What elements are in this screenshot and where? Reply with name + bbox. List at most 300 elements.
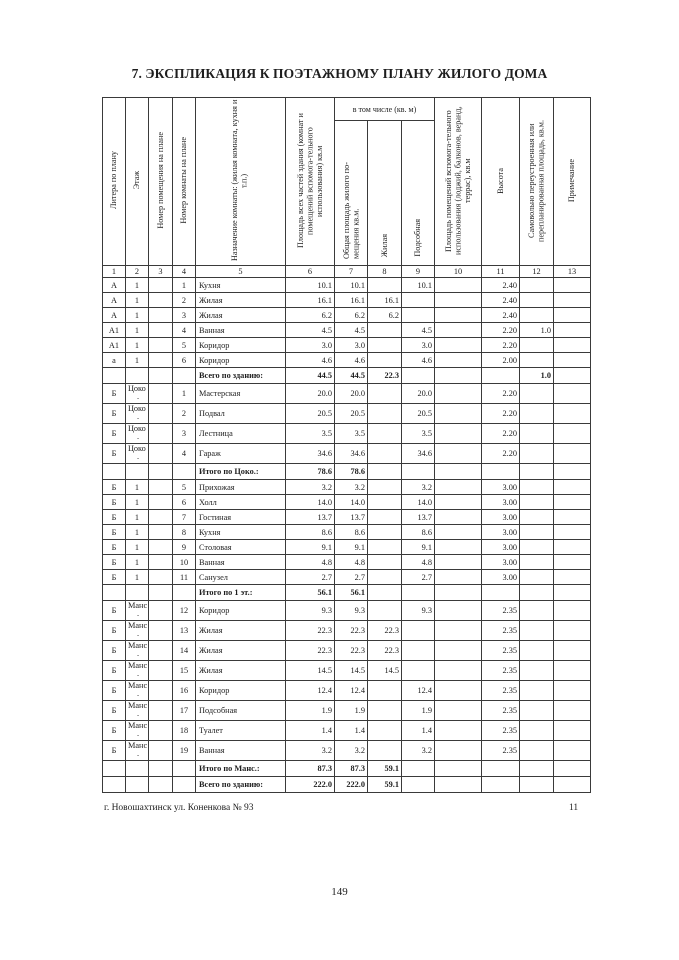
premise-number-cell <box>149 555 173 570</box>
header-aux-area: Площадь помещений вспомога-тельного использования (лоджий, балконов, веранд, террас), кв.м <box>435 98 482 266</box>
common-area-cell: 3.2 <box>335 480 368 495</box>
table-row <box>103 510 591 525</box>
room-name-cell: Итого по Цоко.: <box>196 464 286 480</box>
total-area-cell: 8.6 <box>286 525 335 540</box>
floor-cell <box>126 384 149 404</box>
header-note: Примечание <box>554 98 591 266</box>
room-number-cell: 3 <box>173 308 196 323</box>
abbrev-dot: . <box>136 689 140 698</box>
aux-use-area-cell <box>435 323 482 338</box>
living-area-cell <box>368 353 402 368</box>
aux-use-area-cell <box>435 338 482 353</box>
height-cell: 2.40 <box>482 278 520 293</box>
note-cell <box>554 480 591 495</box>
document-title: 7. ЭКСПЛИКАЦИЯ К ПОЭТАЖНОМУ ПЛАНУ ЖИЛОГО ДОМА <box>131 66 548 81</box>
table-row <box>103 741 591 761</box>
common-area-cell: 4.6 <box>335 353 368 368</box>
unauthorized-area-cell <box>520 293 554 308</box>
room-name-cell: Коридор <box>196 681 286 701</box>
table-row <box>103 681 591 701</box>
room-number-cell: 4 <box>173 323 196 338</box>
auxiliary-area-cell: 3.2 <box>402 741 435 761</box>
floor-cell: 1 <box>126 278 149 293</box>
auxiliary-area-cell <box>402 368 435 384</box>
litera-cell: А <box>103 278 126 293</box>
column-number: 12 <box>520 266 554 278</box>
note-cell <box>554 278 591 293</box>
note-cell <box>554 721 591 741</box>
premise-number-cell <box>149 741 173 761</box>
table-row <box>103 278 591 293</box>
floor-cell <box>126 464 149 480</box>
aux-use-area-cell <box>435 278 482 293</box>
total-area-cell: 1.9 <box>286 701 335 721</box>
litera-cell <box>103 464 126 480</box>
unauthorized-area-cell <box>520 480 554 495</box>
auxiliary-area-cell: 2.7 <box>402 570 435 585</box>
litera-cell: А1 <box>103 338 126 353</box>
unauthorized-area-cell <box>520 338 554 353</box>
room-number-cell: 10 <box>173 555 196 570</box>
page-number: 149 <box>331 886 348 898</box>
aux-use-area-cell <box>435 741 482 761</box>
total-area-cell: 56.1 <box>286 585 335 601</box>
header-living: Жилая <box>368 121 402 266</box>
auxiliary-area-cell <box>402 293 435 308</box>
floor-cell: 1 <box>126 323 149 338</box>
common-area-cell: 20.0 <box>335 384 368 404</box>
room-name-cell: Санузел <box>196 570 286 585</box>
table-row <box>103 601 591 621</box>
floor-cell: 1 <box>126 338 149 353</box>
unauthorized-area-cell <box>520 353 554 368</box>
auxiliary-area-cell <box>402 464 435 480</box>
premise-number-cell <box>149 777 173 793</box>
living-area-cell <box>368 601 402 621</box>
living-area-cell: 59.1 <box>368 761 402 777</box>
note-cell <box>554 761 591 777</box>
living-area-cell <box>368 701 402 721</box>
common-area-cell: 78.6 <box>335 464 368 480</box>
common-area-cell: 4.5 <box>335 323 368 338</box>
floor-cell: 1 <box>126 525 149 540</box>
room-name-cell: Мастерская <box>196 384 286 404</box>
premise-number-cell <box>149 701 173 721</box>
floor-cell <box>126 741 149 761</box>
litera-cell: Б <box>103 621 126 641</box>
litera-cell <box>103 585 126 601</box>
total-area-cell: 44.5 <box>286 368 335 384</box>
height-cell: 3.00 <box>482 540 520 555</box>
room-name-cell: Подсобная <box>196 701 286 721</box>
header-common-area: Общая площадь жилого по-мещения кв.м. <box>335 121 368 266</box>
aux-use-area-cell <box>435 510 482 525</box>
common-area-cell: 87.3 <box>335 761 368 777</box>
table-row <box>103 384 591 404</box>
common-area-cell: 9.3 <box>335 601 368 621</box>
floor-cell <box>126 777 149 793</box>
room-number-cell: 3 <box>173 424 196 444</box>
unauthorized-area-cell <box>520 510 554 525</box>
table-row <box>103 495 591 510</box>
litera-cell: Б <box>103 601 126 621</box>
height-cell <box>482 464 520 480</box>
litera-cell: Б <box>103 444 126 464</box>
premise-number-cell <box>149 495 173 510</box>
room-number-cell: 5 <box>173 338 196 353</box>
header-litera: Литера по плану <box>103 98 126 266</box>
litera-cell: Б <box>103 570 126 585</box>
floor-label: Манс <box>128 641 148 650</box>
litera-cell: Б <box>103 480 126 495</box>
header-height: Высота <box>482 98 520 266</box>
total-area-cell: 10.1 <box>286 278 335 293</box>
auxiliary-area-cell: 3.0 <box>402 338 435 353</box>
sheet-number: 11 <box>569 803 579 813</box>
note-cell <box>554 777 591 793</box>
unauthorized-area-cell <box>520 570 554 585</box>
room-number-cell: 6 <box>173 353 196 368</box>
total-area-cell: 34.6 <box>286 444 335 464</box>
aux-use-area-cell <box>435 721 482 741</box>
aux-use-area-cell <box>435 404 482 424</box>
total-area-cell: 13.7 <box>286 510 335 525</box>
living-area-cell: 22.3 <box>368 368 402 384</box>
room-number-cell: 13 <box>173 621 196 641</box>
table-row <box>103 525 591 540</box>
room-number-cell: 2 <box>173 293 196 308</box>
header-including: в том числе (кв. м) <box>335 98 435 121</box>
living-area-cell <box>368 525 402 540</box>
height-cell: 2.20 <box>482 323 520 338</box>
auxiliary-area-cell: 4.8 <box>402 555 435 570</box>
height-cell <box>482 777 520 793</box>
room-number-cell: 18 <box>173 721 196 741</box>
column-number: 2 <box>126 266 149 278</box>
note-cell <box>554 464 591 480</box>
premise-number-cell <box>149 384 173 404</box>
aux-use-area-cell <box>435 444 482 464</box>
unauthorized-area-cell <box>520 585 554 601</box>
auxiliary-area-cell: 10.1 <box>402 278 435 293</box>
living-area-cell <box>368 384 402 404</box>
total-area-cell: 4.5 <box>286 323 335 338</box>
aux-use-area-cell <box>435 621 482 641</box>
auxiliary-area-cell: 12.4 <box>402 681 435 701</box>
height-cell <box>482 585 520 601</box>
litera-cell: Б <box>103 525 126 540</box>
room-number-cell: 12 <box>173 601 196 621</box>
unauthorized-area-cell <box>520 621 554 641</box>
header-floor: Этаж <box>126 98 149 266</box>
total-area-cell: 87.3 <box>286 761 335 777</box>
column-number: 6 <box>286 266 335 278</box>
litera-cell: Б <box>103 721 126 741</box>
living-area-cell <box>368 323 402 338</box>
room-name-cell: Лестница <box>196 424 286 444</box>
room-name-cell: Кухня <box>196 278 286 293</box>
living-area-cell <box>368 510 402 525</box>
floor-label: Манс <box>128 601 148 610</box>
floor-label: Цоко <box>128 424 146 433</box>
litera-cell: А <box>103 308 126 323</box>
total-area-cell: 1.4 <box>286 721 335 741</box>
note-cell <box>554 741 591 761</box>
unauthorized-area-cell <box>520 777 554 793</box>
column-number: 7 <box>335 266 368 278</box>
litera-cell: А1 <box>103 323 126 338</box>
total-area-cell: 3.0 <box>286 338 335 353</box>
floor-label: Манс <box>128 741 148 750</box>
height-cell: 3.00 <box>482 495 520 510</box>
height-cell <box>482 761 520 777</box>
litera-cell: Б <box>103 555 126 570</box>
room-number-cell: 14 <box>173 641 196 661</box>
header-total-area: Площадь всех частей здания (комнат и помещений вспомога-тельного использования) кв.м <box>286 98 335 266</box>
height-cell: 2.40 <box>482 308 520 323</box>
table-row <box>103 293 591 308</box>
floor-cell: 1 <box>126 308 149 323</box>
total-area-cell: 14.0 <box>286 495 335 510</box>
floor-cell: 1 <box>126 570 149 585</box>
total-row <box>103 761 591 777</box>
floor-cell <box>126 681 149 701</box>
total-area-cell: 3.2 <box>286 741 335 761</box>
aux-use-area-cell <box>435 641 482 661</box>
auxiliary-area-cell <box>402 761 435 777</box>
height-cell: 2.35 <box>482 741 520 761</box>
floor-cell <box>126 761 149 777</box>
auxiliary-area-cell: 3.2 <box>402 480 435 495</box>
floor-cell <box>126 404 149 424</box>
auxiliary-area-cell <box>402 585 435 601</box>
height-cell: 3.00 <box>482 510 520 525</box>
unauthorized-area-cell: 1.0 <box>520 368 554 384</box>
litera-cell <box>103 761 126 777</box>
premise-number-cell <box>149 293 173 308</box>
premise-number-cell <box>149 585 173 601</box>
height-cell: 2.35 <box>482 641 520 661</box>
living-area-cell <box>368 681 402 701</box>
room-name-cell: Ванная <box>196 323 286 338</box>
premise-number-cell <box>149 444 173 464</box>
unauthorized-area-cell <box>520 525 554 540</box>
abbrev-dot: . <box>136 452 140 461</box>
floor-cell <box>126 661 149 681</box>
column-number: 3 <box>149 266 173 278</box>
note-cell <box>554 308 591 323</box>
note-cell <box>554 495 591 510</box>
unauthorized-area-cell <box>520 464 554 480</box>
litera-cell <box>103 777 126 793</box>
living-area-cell: 14.5 <box>368 661 402 681</box>
litera-cell: Б <box>103 424 126 444</box>
premise-number-cell <box>149 308 173 323</box>
height-cell <box>482 368 520 384</box>
premise-number-cell <box>149 661 173 681</box>
floor-cell: 1 <box>126 555 149 570</box>
room-number-cell: 6 <box>173 495 196 510</box>
room-number-cell <box>173 585 196 601</box>
floor-cell <box>126 368 149 384</box>
aux-use-area-cell <box>435 368 482 384</box>
note-cell <box>554 641 591 661</box>
floor-cell <box>126 424 149 444</box>
room-name-cell: Ванная <box>196 555 286 570</box>
aux-use-area-cell <box>435 424 482 444</box>
total-area-cell: 4.6 <box>286 353 335 368</box>
aux-use-area-cell <box>435 308 482 323</box>
aux-use-area-cell <box>435 681 482 701</box>
height-cell: 2.35 <box>482 601 520 621</box>
floor-cell: 1 <box>126 495 149 510</box>
litera-cell: Б <box>103 681 126 701</box>
table-row <box>103 353 591 368</box>
total-area-cell: 16.1 <box>286 293 335 308</box>
room-number-cell: 1 <box>173 384 196 404</box>
auxiliary-area-cell <box>402 641 435 661</box>
common-area-cell: 1.9 <box>335 701 368 721</box>
premise-number-cell <box>149 510 173 525</box>
height-cell: 3.00 <box>482 480 520 495</box>
room-number-cell: 9 <box>173 540 196 555</box>
note-cell <box>554 338 591 353</box>
floor-cell: 1 <box>126 293 149 308</box>
total-area-cell: 22.3 <box>286 621 335 641</box>
litera-cell: Б <box>103 510 126 525</box>
note-cell <box>554 510 591 525</box>
abbrev-dot: . <box>136 432 140 441</box>
column-number: 11 <box>482 266 520 278</box>
aux-use-area-cell <box>435 701 482 721</box>
common-area-cell: 4.8 <box>335 555 368 570</box>
litera-cell: Б <box>103 661 126 681</box>
unauthorized-area-cell <box>520 701 554 721</box>
height-cell: 2.35 <box>482 681 520 701</box>
auxiliary-area-cell: 9.1 <box>402 540 435 555</box>
premise-number-cell <box>149 621 173 641</box>
floor-cell: 1 <box>126 510 149 525</box>
auxiliary-area-cell: 4.6 <box>402 353 435 368</box>
unauthorized-area-cell <box>520 761 554 777</box>
column-number: 10 <box>435 266 482 278</box>
premise-number-cell <box>149 323 173 338</box>
room-number-cell: 4 <box>173 444 196 464</box>
common-area-cell: 2.7 <box>335 570 368 585</box>
common-area-cell: 22.3 <box>335 641 368 661</box>
unauthorized-area-cell <box>520 661 554 681</box>
litera-cell: А <box>103 293 126 308</box>
room-number-cell <box>173 761 196 777</box>
living-area-cell: 16.1 <box>368 293 402 308</box>
floor-cell <box>126 585 149 601</box>
total-area-cell: 78.6 <box>286 464 335 480</box>
premise-number-cell <box>149 368 173 384</box>
floor-label: Манс <box>128 621 148 630</box>
room-name-cell: Коридор <box>196 353 286 368</box>
room-name-cell: Подвал <box>196 404 286 424</box>
table-row <box>103 701 591 721</box>
common-area-cell: 13.7 <box>335 510 368 525</box>
litera-cell: а <box>103 353 126 368</box>
header-auxiliary: Подсобная <box>402 121 435 266</box>
column-number: 9 <box>402 266 435 278</box>
room-name-cell: Кухня <box>196 525 286 540</box>
room-number-cell: 15 <box>173 661 196 681</box>
aux-use-area-cell <box>435 464 482 480</box>
premise-number-cell <box>149 601 173 621</box>
total-row <box>103 368 591 384</box>
floor-cell <box>126 601 149 621</box>
note-cell <box>554 555 591 570</box>
abbrev-dot: . <box>136 392 140 401</box>
room-number-cell: 16 <box>173 681 196 701</box>
unauthorized-area-cell <box>520 424 554 444</box>
height-cell: 2.20 <box>482 338 520 353</box>
aux-use-area-cell <box>435 601 482 621</box>
room-number-cell: 19 <box>173 741 196 761</box>
room-name-cell: Холл <box>196 495 286 510</box>
room-name-cell: Всего по зданию: <box>196 777 286 793</box>
explication-table <box>102 97 591 793</box>
living-area-cell: 59.1 <box>368 777 402 793</box>
total-area-cell: 6.2 <box>286 308 335 323</box>
living-area-cell <box>368 480 402 495</box>
premise-number-cell <box>149 404 173 424</box>
room-name-cell: Жилая <box>196 641 286 661</box>
room-name-cell: Туалет <box>196 721 286 741</box>
height-cell: 2.20 <box>482 404 520 424</box>
unauthorized-area-cell <box>520 641 554 661</box>
room-number-cell <box>173 777 196 793</box>
common-area-cell: 20.5 <box>335 404 368 424</box>
aux-use-area-cell <box>435 777 482 793</box>
room-name-cell: Итого по Манс.: <box>196 761 286 777</box>
table-row <box>103 621 591 641</box>
room-name-cell: Гараж <box>196 444 286 464</box>
floor-cell <box>126 721 149 741</box>
premise-number-cell <box>149 761 173 777</box>
floor-cell: 1 <box>126 353 149 368</box>
living-area-cell <box>368 424 402 444</box>
floor-label: Манс <box>128 661 148 670</box>
room-name-cell: Ванная <box>196 741 286 761</box>
unauthorized-area-cell <box>520 741 554 761</box>
aux-use-area-cell <box>435 570 482 585</box>
common-area-cell: 12.4 <box>335 681 368 701</box>
common-area-cell: 9.1 <box>335 540 368 555</box>
table-row <box>103 323 591 338</box>
abbrev-dot: . <box>136 669 140 678</box>
height-cell: 2.35 <box>482 701 520 721</box>
litera-cell: Б <box>103 540 126 555</box>
living-area-cell: 22.3 <box>368 621 402 641</box>
table-row <box>103 444 591 464</box>
height-cell: 2.20 <box>482 424 520 444</box>
total-area-cell: 14.5 <box>286 661 335 681</box>
note-cell <box>554 384 591 404</box>
room-number-cell: 17 <box>173 701 196 721</box>
aux-use-area-cell <box>435 661 482 681</box>
living-area-cell <box>368 464 402 480</box>
table-row <box>103 721 591 741</box>
room-number-cell: 7 <box>173 510 196 525</box>
auxiliary-area-cell: 34.6 <box>402 444 435 464</box>
living-area-cell <box>368 570 402 585</box>
common-area-cell: 3.5 <box>335 424 368 444</box>
common-area-cell: 1.4 <box>335 721 368 741</box>
premise-number-cell <box>149 480 173 495</box>
